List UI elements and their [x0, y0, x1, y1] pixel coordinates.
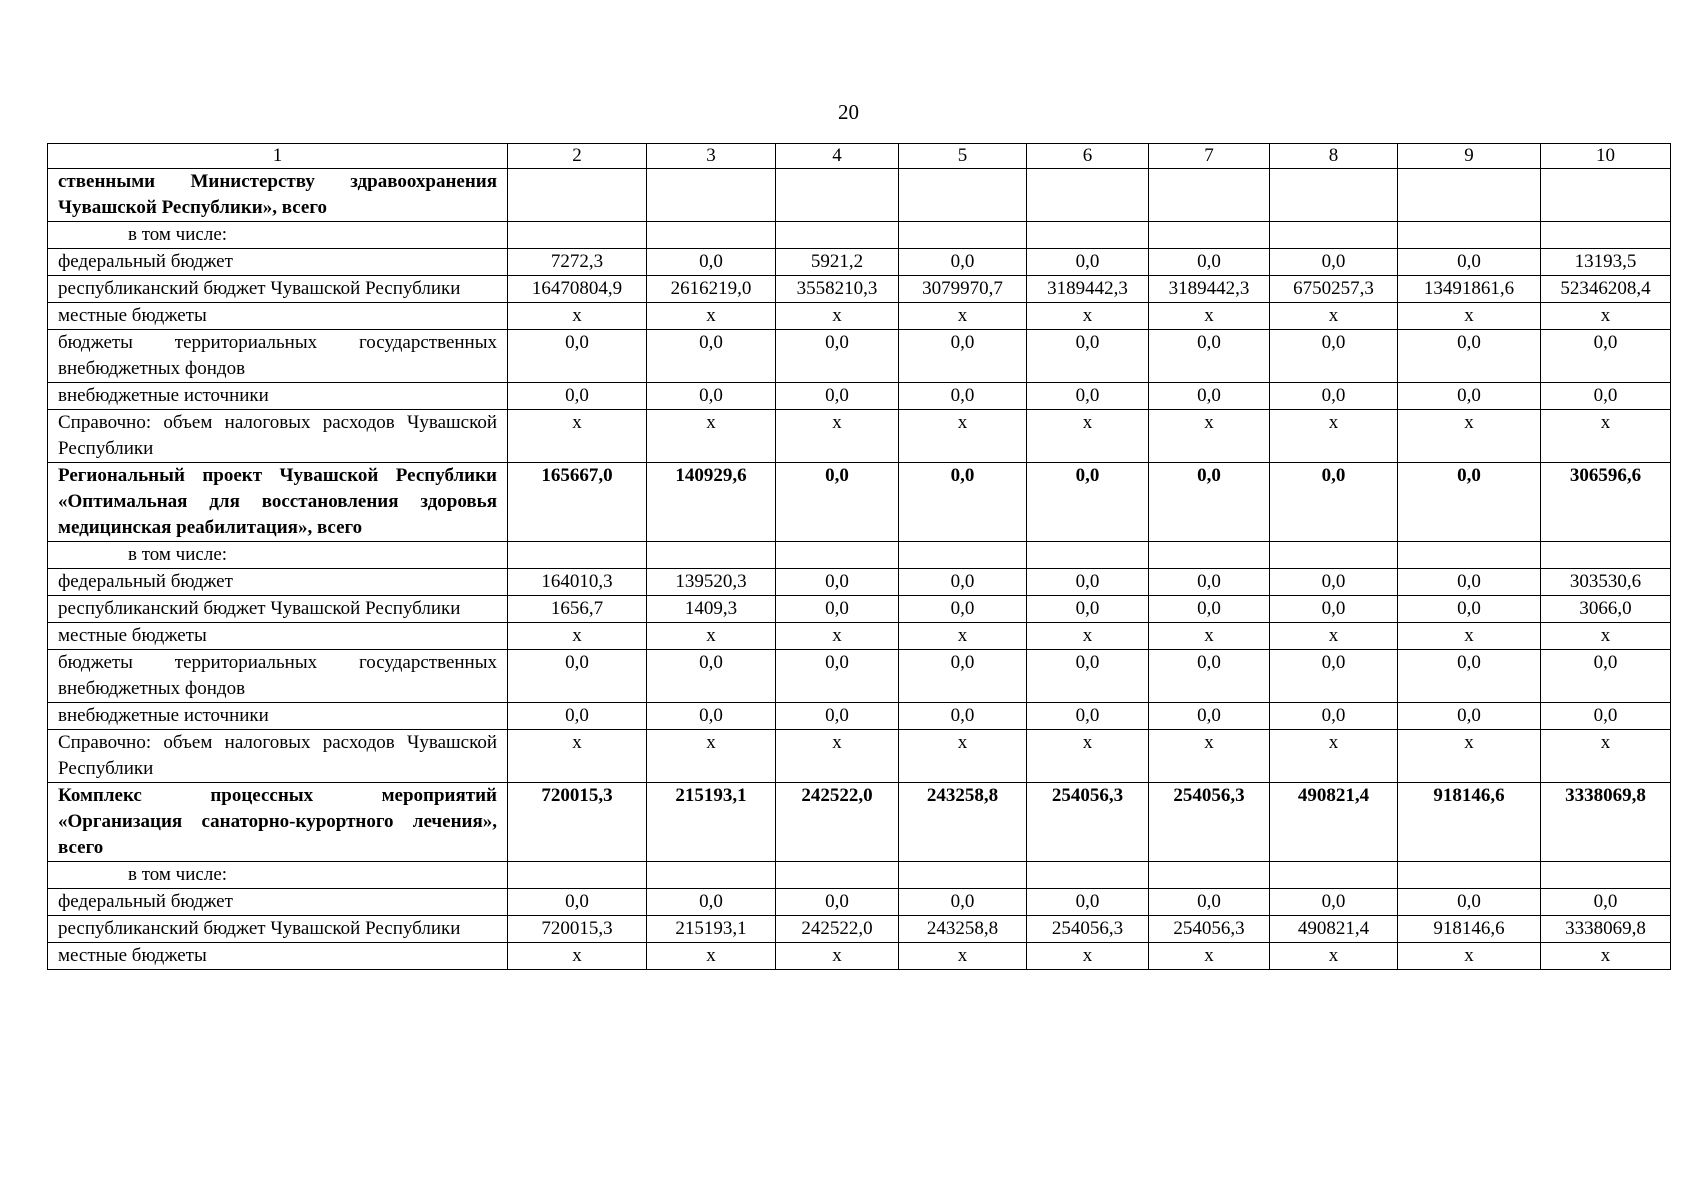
value-cell: х: [1149, 943, 1270, 970]
row-label: Региональный проект Чувашской Республики «Оптимальная для восстановления здоровья медицинская реабилитация», всего: [48, 463, 508, 542]
row-label: внебюджетные источники: [48, 383, 508, 410]
value-cell: 0,0: [1027, 463, 1149, 542]
table-row: [48, 596, 1671, 623]
row-label: федеральный бюджет: [48, 249, 508, 276]
table-row: [48, 383, 1671, 410]
value-cell: 254056,3: [1027, 783, 1149, 862]
value-cell: [1270, 542, 1398, 569]
value-cell: 0,0: [1027, 650, 1149, 703]
row-label: республиканский бюджет Чувашской Республики: [48, 596, 508, 623]
column-number: 10: [1541, 144, 1671, 169]
value-cell: 3558210,3: [776, 276, 899, 303]
value-cell: х: [899, 410, 1027, 463]
value-cell: 0,0: [1398, 569, 1541, 596]
value-cell: [647, 862, 776, 889]
value-cell: 0,0: [1149, 569, 1270, 596]
value-cell: [1149, 222, 1270, 249]
value-cell: 0,0: [1149, 650, 1270, 703]
value-cell: 0,0: [1027, 330, 1149, 383]
value-cell: [1149, 862, 1270, 889]
row-label: бюджеты территориальных государственных внебюджетных фондов: [48, 650, 508, 703]
value-cell: 0,0: [1270, 889, 1398, 916]
row-label: ственными Министерству здравоохранения Чувашской Республики», всего: [48, 169, 508, 222]
value-cell: [1541, 862, 1671, 889]
row-label: республиканский бюджет Чувашской Республики: [48, 916, 508, 943]
value-cell: [508, 862, 647, 889]
value-cell: 0,0: [1270, 249, 1398, 276]
value-cell: х: [508, 303, 647, 330]
value-cell: 16470804,9: [508, 276, 647, 303]
column-number: 4: [776, 144, 899, 169]
value-cell: 0,0: [1027, 889, 1149, 916]
row-label: федеральный бюджет: [48, 889, 508, 916]
value-cell: 0,0: [508, 650, 647, 703]
table-row: [48, 862, 1671, 889]
value-cell: х: [1027, 730, 1149, 783]
value-cell: 0,0: [776, 383, 899, 410]
value-cell: [1398, 542, 1541, 569]
value-cell: 306596,6: [1541, 463, 1671, 542]
value-cell: 0,0: [1270, 330, 1398, 383]
value-cell: 2616219,0: [647, 276, 776, 303]
value-cell: 0,0: [1541, 330, 1671, 383]
value-cell: [1541, 542, 1671, 569]
table-row: [48, 330, 1671, 383]
value-cell: [1398, 222, 1541, 249]
value-cell: х: [1270, 410, 1398, 463]
value-cell: х: [508, 943, 647, 970]
value-cell: [647, 169, 776, 222]
value-cell: [776, 222, 899, 249]
value-cell: 0,0: [1541, 650, 1671, 703]
value-cell: 0,0: [776, 569, 899, 596]
value-cell: [1027, 862, 1149, 889]
value-cell: х: [1398, 943, 1541, 970]
column-number: 7: [1149, 144, 1270, 169]
value-cell: [647, 542, 776, 569]
value-cell: х: [776, 303, 899, 330]
value-cell: х: [1541, 410, 1671, 463]
value-cell: [1027, 169, 1149, 222]
value-cell: 0,0: [1149, 463, 1270, 542]
value-cell: 3338069,8: [1541, 916, 1671, 943]
value-cell: х: [1149, 410, 1270, 463]
value-cell: 3338069,8: [1541, 783, 1671, 862]
value-cell: 0,0: [1398, 650, 1541, 703]
value-cell: 1409,3: [647, 596, 776, 623]
value-cell: 0,0: [1149, 383, 1270, 410]
value-cell: [776, 169, 899, 222]
value-cell: 3189442,3: [1149, 276, 1270, 303]
value-cell: 0,0: [1027, 569, 1149, 596]
value-cell: 3066,0: [1541, 596, 1671, 623]
value-cell: х: [1149, 730, 1270, 783]
value-cell: 0,0: [1398, 703, 1541, 730]
value-cell: 52346208,4: [1541, 276, 1671, 303]
value-cell: [899, 862, 1027, 889]
value-cell: х: [1270, 303, 1398, 330]
value-cell: х: [1541, 730, 1671, 783]
value-cell: [647, 222, 776, 249]
value-cell: 918146,6: [1398, 916, 1541, 943]
table-row: [48, 943, 1671, 970]
value-cell: 0,0: [1270, 569, 1398, 596]
value-cell: 254056,3: [1149, 916, 1270, 943]
value-cell: х: [776, 943, 899, 970]
value-cell: 0,0: [508, 889, 647, 916]
column-number: 8: [1270, 144, 1398, 169]
value-cell: 254056,3: [1149, 783, 1270, 862]
value-cell: 0,0: [1270, 463, 1398, 542]
value-cell: х: [1398, 410, 1541, 463]
page-number: 20: [838, 100, 859, 124]
table-row: [48, 542, 1671, 569]
table-row: [48, 276, 1671, 303]
table-row: [48, 783, 1671, 862]
value-cell: х: [1027, 943, 1149, 970]
value-cell: 0,0: [1149, 889, 1270, 916]
table-row: [48, 569, 1671, 596]
value-cell: [1541, 222, 1671, 249]
value-cell: 0,0: [1027, 703, 1149, 730]
column-number: 5: [899, 144, 1027, 169]
value-cell: х: [647, 943, 776, 970]
value-cell: 0,0: [899, 249, 1027, 276]
value-cell: 0,0: [1398, 463, 1541, 542]
value-cell: 0,0: [1541, 889, 1671, 916]
value-cell: 3189442,3: [1027, 276, 1149, 303]
value-cell: х: [1149, 303, 1270, 330]
value-cell: [1149, 542, 1270, 569]
value-cell: 720015,3: [508, 783, 647, 862]
value-cell: х: [899, 943, 1027, 970]
value-cell: 0,0: [1027, 596, 1149, 623]
value-cell: х: [508, 623, 647, 650]
value-cell: [508, 222, 647, 249]
value-cell: [1270, 222, 1398, 249]
value-cell: х: [647, 623, 776, 650]
value-cell: 13491861,6: [1398, 276, 1541, 303]
value-cell: 0,0: [899, 650, 1027, 703]
value-cell: 720015,3: [508, 916, 647, 943]
value-cell: 0,0: [776, 330, 899, 383]
value-cell: х: [776, 730, 899, 783]
budget-table: [47, 143, 1671, 970]
row-label: Справочно: объем налоговых расходов Чувашской Республики: [48, 730, 508, 783]
value-cell: 0,0: [1149, 249, 1270, 276]
value-cell: х: [899, 303, 1027, 330]
value-cell: 0,0: [899, 463, 1027, 542]
value-cell: 0,0: [1270, 383, 1398, 410]
value-cell: 0,0: [1541, 383, 1671, 410]
value-cell: 0,0: [508, 330, 647, 383]
table-row: [48, 410, 1671, 463]
row-label: местные бюджеты: [48, 943, 508, 970]
value-cell: 0,0: [1270, 650, 1398, 703]
value-cell: 0,0: [899, 569, 1027, 596]
value-cell: х: [899, 730, 1027, 783]
value-cell: х: [508, 410, 647, 463]
row-label: внебюджетные источники: [48, 703, 508, 730]
value-cell: 5921,2: [776, 249, 899, 276]
row-label: республиканский бюджет Чувашской Республики: [48, 276, 508, 303]
value-cell: 0,0: [776, 650, 899, 703]
table-row: [48, 222, 1671, 249]
value-cell: 0,0: [647, 383, 776, 410]
value-cell: х: [647, 303, 776, 330]
value-cell: 0,0: [1027, 249, 1149, 276]
value-cell: [1149, 169, 1270, 222]
value-cell: 0,0: [899, 703, 1027, 730]
column-number: 9: [1398, 144, 1541, 169]
value-cell: 0,0: [1149, 703, 1270, 730]
column-number: 3: [647, 144, 776, 169]
value-cell: 0,0: [776, 463, 899, 542]
value-cell: 0,0: [1270, 703, 1398, 730]
value-cell: 0,0: [1398, 596, 1541, 623]
value-cell: 215193,1: [647, 783, 776, 862]
table-row: [48, 249, 1671, 276]
value-cell: х: [1149, 623, 1270, 650]
value-cell: 242522,0: [776, 783, 899, 862]
value-cell: 0,0: [776, 889, 899, 916]
value-cell: 139520,3: [647, 569, 776, 596]
value-cell: [1027, 222, 1149, 249]
value-cell: [1270, 169, 1398, 222]
value-cell: 242522,0: [776, 916, 899, 943]
value-cell: х: [1270, 943, 1398, 970]
value-cell: 0,0: [776, 596, 899, 623]
value-cell: [1398, 862, 1541, 889]
value-cell: 0,0: [1149, 596, 1270, 623]
row-label: Справочно: объем налоговых расходов Чувашской Республики: [48, 410, 508, 463]
table-row: [48, 303, 1671, 330]
value-cell: 3079970,7: [899, 276, 1027, 303]
value-cell: 1656,7: [508, 596, 647, 623]
table-row: [48, 169, 1671, 222]
value-cell: х: [1541, 623, 1671, 650]
value-cell: х: [647, 730, 776, 783]
value-cell: 490821,4: [1270, 916, 1398, 943]
value-cell: 165667,0: [508, 463, 647, 542]
value-cell: 0,0: [1398, 330, 1541, 383]
value-cell: 0,0: [647, 703, 776, 730]
value-cell: х: [1541, 943, 1671, 970]
column-number: 6: [1027, 144, 1149, 169]
value-cell: 0,0: [1027, 383, 1149, 410]
row-label: федеральный бюджет: [48, 569, 508, 596]
value-cell: х: [1541, 303, 1671, 330]
value-cell: [899, 222, 1027, 249]
value-cell: 0,0: [647, 650, 776, 703]
value-cell: [508, 542, 647, 569]
row-label: Комплекс процессных мероприятий «Организация санаторно-курортного лечения», всего: [48, 783, 508, 862]
value-cell: 0,0: [508, 383, 647, 410]
value-cell: 0,0: [1398, 383, 1541, 410]
value-cell: [899, 169, 1027, 222]
column-number-row: [48, 144, 1671, 169]
value-cell: 254056,3: [1027, 916, 1149, 943]
value-cell: х: [899, 623, 1027, 650]
table-row: [48, 916, 1671, 943]
value-cell: х: [1027, 303, 1149, 330]
value-cell: [899, 542, 1027, 569]
value-cell: х: [1398, 730, 1541, 783]
table-row: [48, 889, 1671, 916]
value-cell: 243258,8: [899, 783, 1027, 862]
value-cell: [1027, 542, 1149, 569]
value-cell: 6750257,3: [1270, 276, 1398, 303]
row-label: в том числе:: [48, 862, 508, 889]
value-cell: х: [1398, 303, 1541, 330]
value-cell: [776, 542, 899, 569]
value-cell: 164010,3: [508, 569, 647, 596]
value-cell: 0,0: [647, 330, 776, 383]
value-cell: х: [776, 623, 899, 650]
row-label: местные бюджеты: [48, 303, 508, 330]
value-cell: 0,0: [647, 249, 776, 276]
row-label: в том числе:: [48, 542, 508, 569]
value-cell: [1270, 862, 1398, 889]
row-label: бюджеты территориальных государственных внебюджетных фондов: [48, 330, 508, 383]
value-cell: х: [1270, 730, 1398, 783]
value-cell: 7272,3: [508, 249, 647, 276]
value-cell: [1541, 169, 1671, 222]
value-cell: 0,0: [1270, 596, 1398, 623]
value-cell: х: [1398, 623, 1541, 650]
value-cell: 0,0: [899, 330, 1027, 383]
row-label: в том числе:: [48, 222, 508, 249]
value-cell: х: [776, 410, 899, 463]
value-cell: х: [1027, 623, 1149, 650]
value-cell: 13193,5: [1541, 249, 1671, 276]
value-cell: 0,0: [647, 889, 776, 916]
table-row: [48, 463, 1671, 542]
value-cell: 303530,6: [1541, 569, 1671, 596]
value-cell: 0,0: [899, 596, 1027, 623]
value-cell: 140929,6: [647, 463, 776, 542]
value-cell: 243258,8: [899, 916, 1027, 943]
value-cell: 0,0: [1541, 703, 1671, 730]
value-cell: х: [508, 730, 647, 783]
column-number: 2: [508, 144, 647, 169]
value-cell: 0,0: [899, 889, 1027, 916]
value-cell: 490821,4: [1270, 783, 1398, 862]
value-cell: [508, 169, 647, 222]
value-cell: 0,0: [899, 383, 1027, 410]
value-cell: х: [1270, 623, 1398, 650]
value-cell: 215193,1: [647, 916, 776, 943]
value-cell: 0,0: [1398, 889, 1541, 916]
value-cell: 0,0: [776, 703, 899, 730]
column-number: 1: [48, 144, 508, 169]
table-row: [48, 650, 1671, 703]
value-cell: х: [647, 410, 776, 463]
row-label: местные бюджеты: [48, 623, 508, 650]
value-cell: 918146,6: [1398, 783, 1541, 862]
value-cell: 0,0: [1149, 330, 1270, 383]
value-cell: [776, 862, 899, 889]
table-row: [48, 730, 1671, 783]
value-cell: х: [1027, 410, 1149, 463]
table-row: [48, 703, 1671, 730]
value-cell: [1398, 169, 1541, 222]
value-cell: 0,0: [1398, 249, 1541, 276]
table-row: [48, 623, 1671, 650]
value-cell: 0,0: [508, 703, 647, 730]
